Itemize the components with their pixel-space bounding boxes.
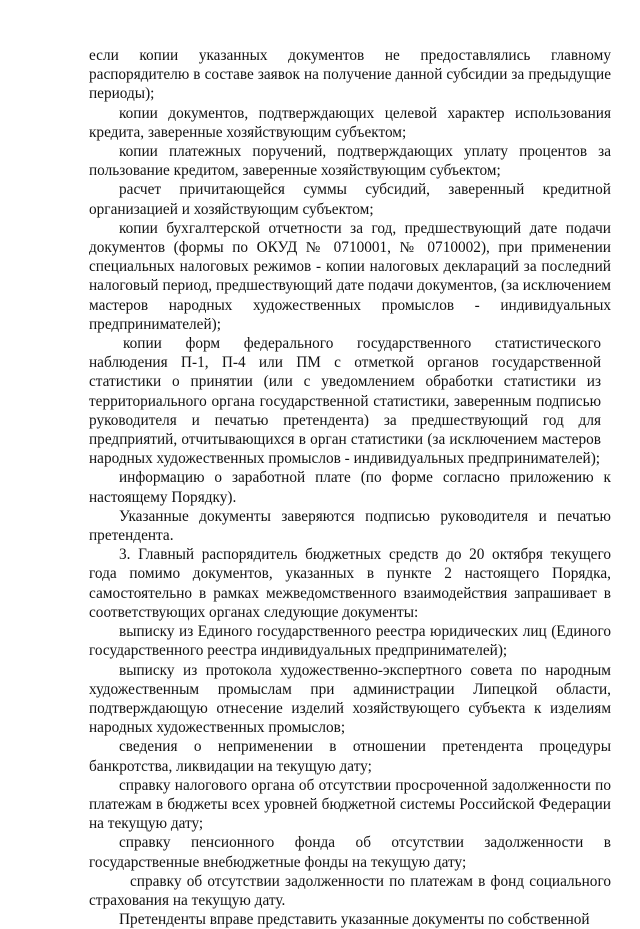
document-page xyxy=(89,46,611,929)
paragraph-certification: Указанные документы заверяются подписью руководителя и печатью претендента. xyxy=(89,507,611,545)
paragraph-tax-certificate: справку налогового органа об отсутствии просроченной задолженности по платежам в бюджеты всех уровней бюджетной системы Российской Федерации на текущую дату; xyxy=(89,776,611,833)
paragraph-expert-council-extract: выписку из протокола художественно-экспертного совета по народным художественным промыслам при администрации Липецкой области, подтверждающую отнесение изделий хозяйствующего субъекта к изделиям народных художественных промыслов; xyxy=(89,661,611,737)
paragraph-pension-fund-certificate: справку пенсионного фонда об отсутствии задолженности в государственные внебюджетные фонды на текущую дату; xyxy=(89,834,611,871)
paragraph-credit-documents: копии документов, подтверждающих целевой характер использования кредита, заверенные хозяйствующим субъектом; xyxy=(89,104,611,141)
paragraph-social-insurance-certificate: справку об отсутствии задолженности по платежам в фонд социального страхования на текущую дату. xyxy=(89,872,611,909)
paragraph-payment-orders: копии платежных поручений, подтверждающих уплату процентов за пользование кредитом, заверенные хозяйствующим субъектом; xyxy=(89,143,611,180)
paragraph-accounting-reports: копии бухгалтерской отчетности за год, предшествующий дате подачи документов (формы по ОКУД № 0710001, № 0710002), при применении специальных налоговых режимов - копии налоговых деклараций за последний налоговый период, предшествующий дате подачи документов, (за исключением мастеров народных художественных промыслов - индивидуальных предпринимателей); xyxy=(89,219,611,333)
paragraph-egrul-extract: выписку из Единого государственного реестра юридических лиц (Единого государственного реестра индивидуальных предпринимателей); xyxy=(89,623,611,660)
paragraph-salary-info: информацию о заработной плате (по форме согласно приложению к настоящему Порядку). xyxy=(89,469,611,506)
paragraph-continuation: если копии указанных документов не предоставлялись главному распорядителю в составе заявок на получение данной субсидии за предыдущие периоды); xyxy=(89,47,611,103)
paragraph-statistics-forms: копии форм федерального государственного статистического наблюдения П-1, П-4 или ПМ с отметкой органов государственной статистики о принятии (или с уведомлением обработки статистики из территориального органа государственной статистики, заверенным подписью руководителя и печатью претендента) за предшествующий год для предприятий, отчитывающихся в орган статистики (за исключением мастеров народных художественных промыслов - индивидуальных предпринимателей); xyxy=(89,335,601,468)
paragraph-section-3: 3. Главный распорядитель бюджетных средств до 20 октября текущего года помимо документов, указанных в пункте 2 настоящего Порядка, самостоятельно в рамках межведомственного взаимодействия запрашивает в соответствующих органах следующие документы: xyxy=(89,546,611,621)
paragraph-applicants: Претенденты вправе представить указанные документы по собственной xyxy=(119,911,590,929)
paragraph-subsidy-calculation: расчет причитающейся суммы субсидий, заверенный кредитной организацией и хозяйствующим субъектом; xyxy=(89,181,611,218)
paragraph-bankruptcy-info: сведения о неприменении в отношении претендента процедуры банкротства, ликвидации на текущую дату; xyxy=(89,738,611,775)
